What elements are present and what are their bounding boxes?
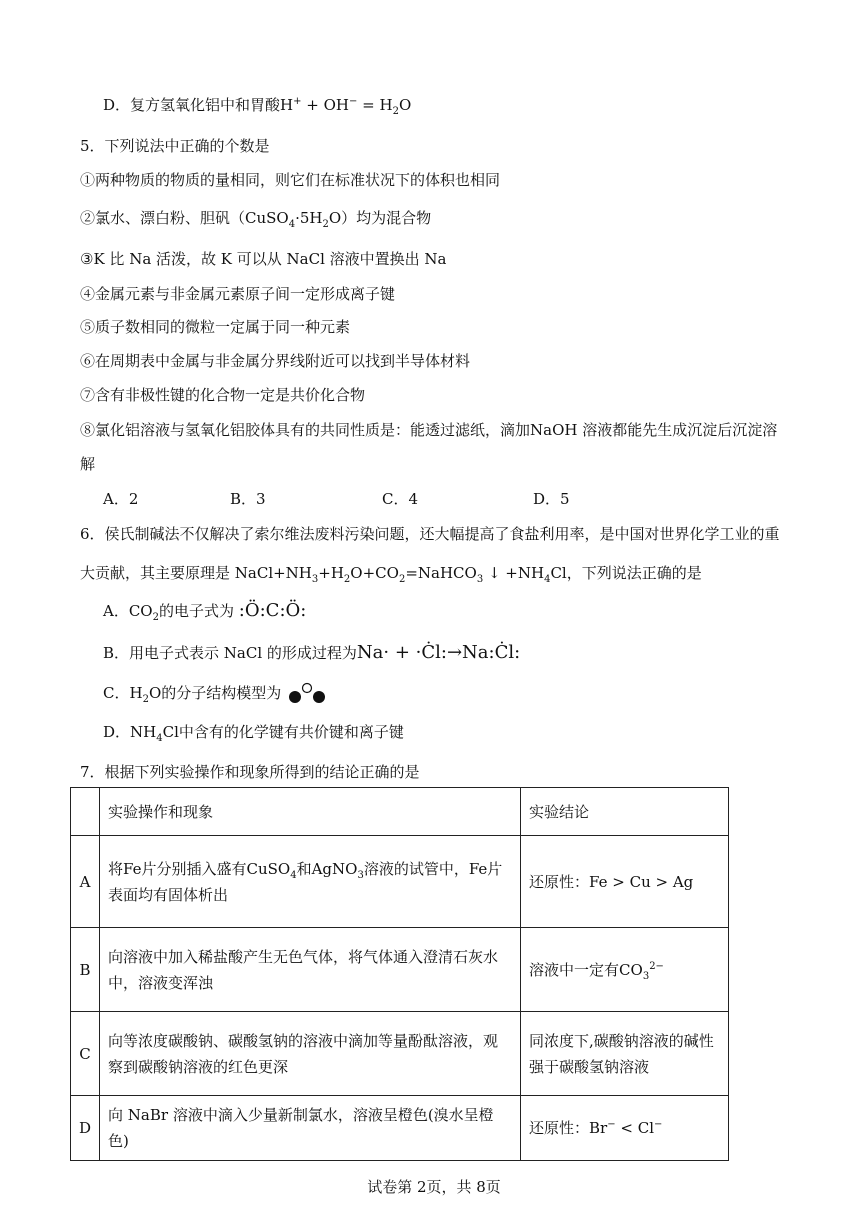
- q6-option-b: B．用电子式表示 NaCl 的形成过程为Na· + ·Ċl:→Na:Ċl:: [103, 642, 521, 663]
- row-label: C: [71, 1012, 100, 1096]
- page-footer: 试卷第 2页，共 8页: [367, 1178, 501, 1196]
- q6-stem-line1: 6．侯氏制碱法不仅解决了索尔维法废料污染问题，还大幅提高了食盐利用率，是中国对世界化学工业的重: [80, 525, 780, 543]
- table-row: [71, 928, 729, 1012]
- q5-item-8-cont: 解: [80, 455, 96, 473]
- row-label: D: [71, 1096, 100, 1161]
- conclusion-cell: 还原性：Br− < Cl−: [521, 1096, 729, 1161]
- table-row: [71, 836, 729, 928]
- co2-electron-formula: :Ö:C:Ö:: [238, 600, 307, 621]
- q5-item-4: ④金属元素与非金属元素原子间一定形成离子键: [80, 285, 396, 303]
- table-row: [71, 1096, 729, 1161]
- q7-stem: 7．根据下列实验操作和现象所得到的结论正确的是: [80, 763, 420, 781]
- operation-cell: 将Fe片分别插入盛有CuSO$_4$和AgNO$_3$溶液的试管中，Fe片表面均有固体析出: [100, 836, 521, 928]
- row-label: A: [71, 836, 100, 928]
- q6-option-d: D．$NH_4Cl$中含有的化学键有共价键和离子键: [103, 723, 404, 744]
- q4-option-d: D．复方氢氧化铝中和胃酸$H^+ + OH^- = H_2O$: [103, 96, 412, 117]
- q5-option-d: D．5: [533, 490, 570, 508]
- q5-item-6: ⑥在周期表中金属与非金属分界线附近可以找到半导体材料: [80, 352, 471, 370]
- q5-item-7: ⑦含有非极性键的化合物一定是共价化合物: [80, 386, 366, 404]
- table-row: [71, 1012, 729, 1096]
- q6-stem-line2: 大贡献，其主要原理是 $NaCl+NH_3+H_2O+CO_2=NaHCO_3$ ↓ $+NH_4Cl$，下列说法正确的是: [80, 564, 702, 585]
- nacl-formation-formula: Na· + ·Ċl:→Na:Ċl:: [356, 642, 521, 663]
- operation-cell: 向 NaBr 溶液中滴入少量新制氯水，溶液呈橙色(溴水呈橙色): [100, 1096, 521, 1161]
- conclusion-cell: 同浓度下,碳酸钠溶液的碱性强于碳酸氢钠溶液: [521, 1012, 729, 1096]
- row-label: B: [71, 928, 100, 1012]
- table-header-cell: 实验结论: [521, 788, 729, 836]
- q6-option-a: A．$CO_2$的电子式为 :Ö:C:Ö:: [103, 600, 307, 623]
- q5-item-1: ①两种物质的物质的量相同，则它们在标准状况下的体积也相同: [80, 171, 501, 189]
- q7-table: [70, 787, 729, 1161]
- table-header-row: [71, 788, 729, 836]
- conclusion-cell: 还原性：Fe > Cu > Ag: [521, 836, 729, 928]
- operation-cell: 向溶液中加入稀盐酸产生无色气体，将气体通入澄清石灰水中，溶液变浑浊: [100, 928, 521, 1012]
- q5-item-3: ③K 比 Na 活泼，故 K 可以从 NaCl 溶液中置换出 Na: [80, 250, 447, 268]
- table-header-cell: [71, 788, 100, 836]
- q5-stem: 5．下列说法中正确的个数是: [80, 137, 270, 155]
- q6-option-c: C．$H_2O$的分子结构模型为: [103, 682, 326, 706]
- q5-option-c: C．4: [382, 490, 419, 508]
- operation-cell: 向等浓度碳酸钠、碳酸氢钠的溶液中滴加等量酚酞溶液，观察到碳酸钠溶液的红色更深: [100, 1012, 521, 1096]
- q5-item-2: ②氯水、漂白粉、胆矾$(CuSO_4\cdot 5H_2O)$均为混合物: [80, 209, 432, 230]
- table-header-cell: 实验操作和现象: [100, 788, 521, 836]
- q5-item-8: ⑧氯化铝溶液与氢氧化铝胶体具有的共同性质是：能透过滤纸，滴加NaOH 溶液都能先生成沉淀后沉淀溶: [80, 421, 778, 439]
- conclusion-cell: 溶液中一定有$CO_3^{2-}$: [521, 928, 729, 1012]
- q5-option-b: B．3: [230, 490, 266, 508]
- q5-item-5: ⑤质子数相同的微粒一定属于同一种元素: [80, 318, 351, 336]
- q5-option-a: A．2: [103, 490, 139, 508]
- h2o-molecule-model-icon: [286, 682, 326, 706]
